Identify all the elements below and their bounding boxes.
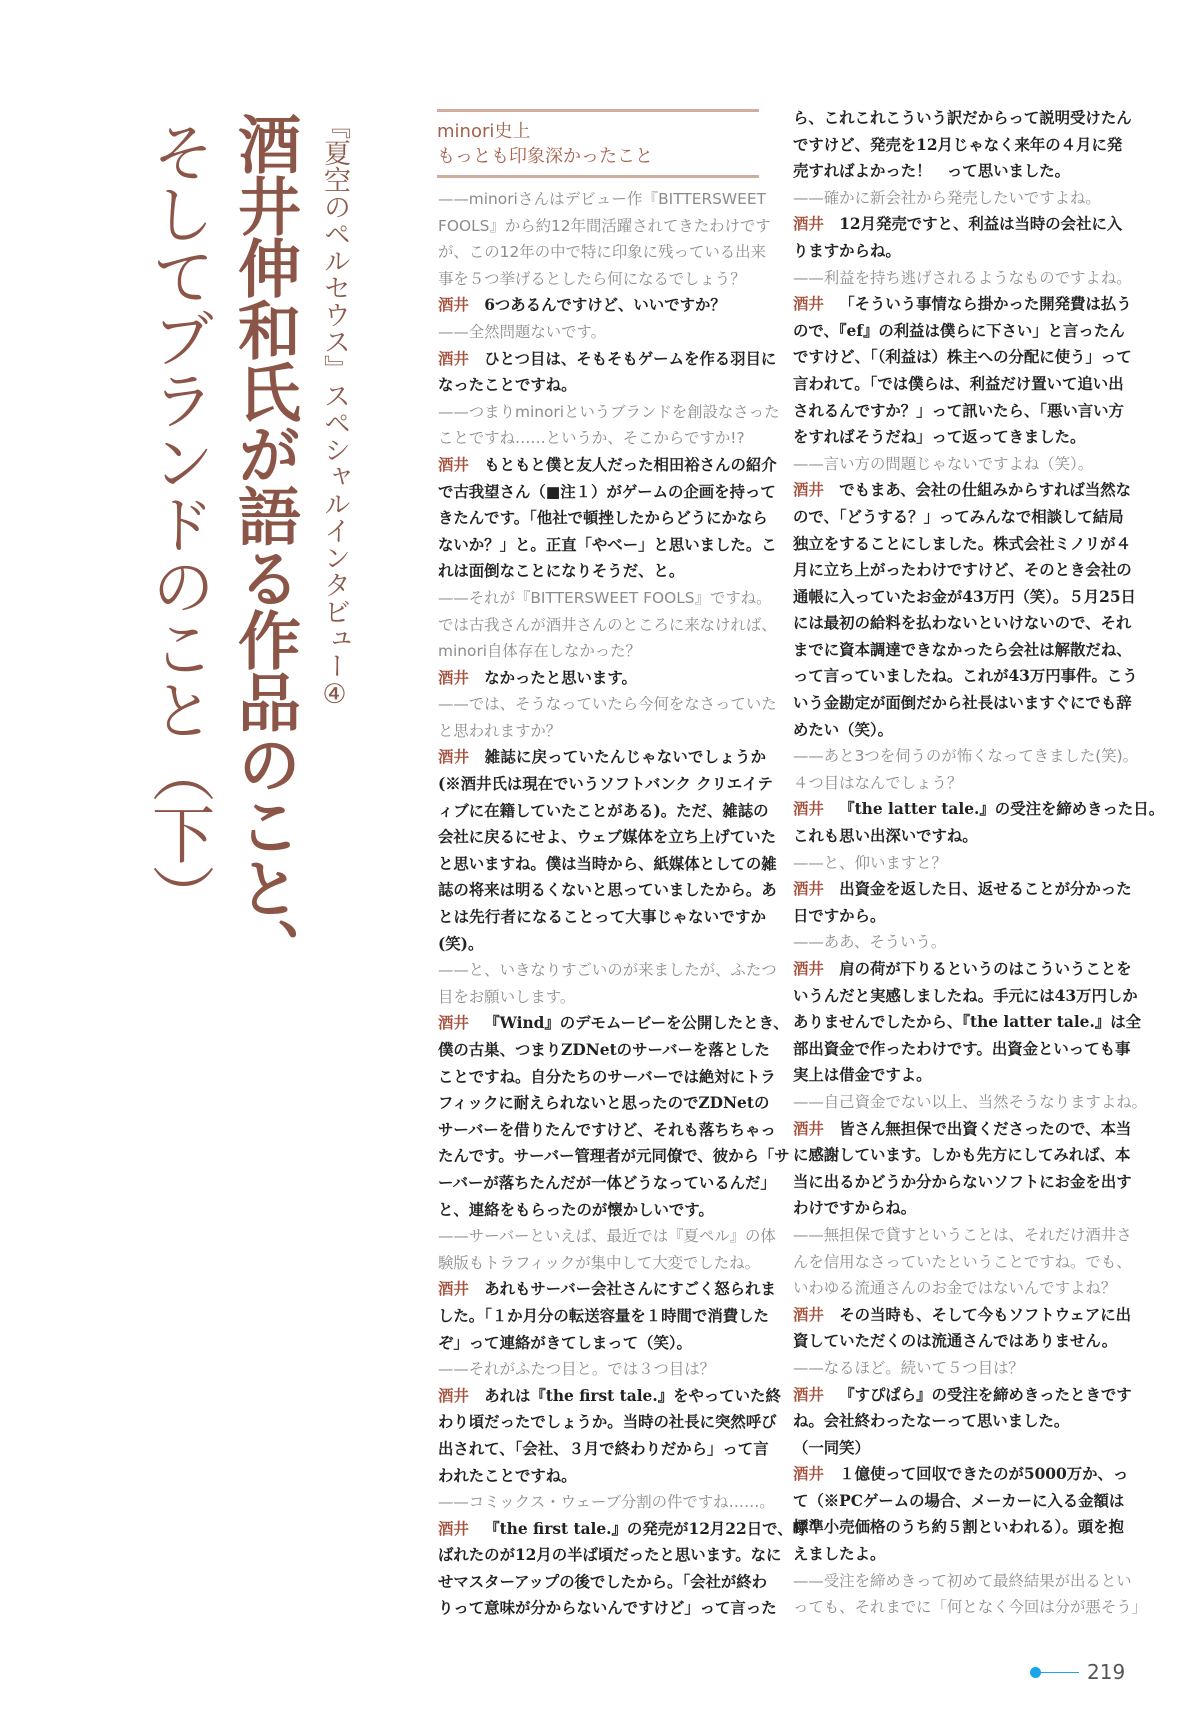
interview-subtitle: 『夏空のペルセウス』スペシャルインタビュー④ (319, 112, 350, 710)
answer-line (438, 824, 776, 851)
answer-line (438, 1383, 781, 1410)
answer-line (793, 956, 1132, 983)
interviewer-line (793, 1222, 1132, 1249)
line-text: をすればそうだね」って返ってきました。 (793, 428, 1086, 447)
speaker-label: 酒井 (793, 1385, 824, 1404)
interviewer-line (793, 1355, 1121, 1382)
line-text: 『Wind』のデモムービーを公開したとき、 (484, 1014, 789, 1033)
answer-line (793, 637, 1132, 664)
answer-line (438, 1330, 766, 1357)
line-text: 『すぴぱら』の受注を締めきったときです (839, 1385, 1132, 1404)
speaker-label: 酒井 (438, 748, 470, 767)
line-text: 出資金を返した日、返せることが分かった (839, 880, 1132, 899)
answer-line (793, 557, 1132, 584)
line-text: 『the latter tale.』の受注を締めきった日。 (839, 800, 1165, 819)
speaker-label: 酒井 (793, 295, 824, 314)
line-text: 事を５つ挙げるとしたら何になるでしょう？ (438, 269, 746, 288)
line-text: たんです。サーバー管理者が元同僚で、彼から「サ (438, 1147, 790, 1166)
interviewer-line (438, 399, 780, 426)
line-text: りますからね。 (793, 241, 901, 260)
answer-line (793, 1328, 1121, 1355)
line-text: ですけど、発売を12月じゃなく来年の４月に発 (793, 135, 1123, 154)
line-text: 標準小売価格のうち約５割といわれる）。頭を抱 (793, 1518, 1124, 1537)
line-text: 肩の荷が下りるというのはこういうことを (839, 960, 1132, 978)
line-text: めたい（笑）。 (793, 720, 894, 739)
answer-line (793, 1009, 1141, 1036)
answer-line (438, 1170, 776, 1197)
line-text: ——あと3つを伺うのが怖くなってきました(笑)。 (793, 747, 1139, 766)
line-text: 僕の古巣、つまりZDNetのサーバーを落とした (438, 1041, 770, 1059)
line-text: きたんです。「他社で頓挫したからどうにかなら (438, 509, 768, 528)
interviewer-line (793, 1249, 1132, 1276)
line-text: 12月発売ですと、利益は当時の会社に入 (839, 215, 1123, 234)
interviewer-line (793, 451, 1121, 478)
line-text: ら、これこれこういう訳だからって説明受けたん (793, 109, 1132, 127)
page-marker-dot-icon (1030, 1667, 1041, 1678)
line-text: ばれたのが12月の半ば頃だったと思います。なに (438, 1546, 782, 1565)
line-text: わり頃だったでしょうか。当時の社長に突然呼び (438, 1413, 777, 1432)
speaker-label: 酒井 (793, 880, 824, 899)
answer-line (793, 1541, 1121, 1568)
line-text: ——なるほど。続いて５つ目は？ (793, 1358, 1024, 1377)
line-text: でもまあ、会社の仕組みからすれば当然な (839, 481, 1131, 500)
answer-line (793, 823, 1121, 850)
line-text: ４つ目はなんでしょう？ (793, 773, 963, 792)
answer-line (438, 1463, 766, 1490)
answer-line (793, 504, 1124, 531)
line-text: 日ですから。 (793, 906, 886, 925)
answer-line (793, 1116, 1132, 1143)
body-column-1 (438, 186, 808, 1622)
line-text: ——コミックス・ウェーブ分割の件ですね……。 (438, 1493, 775, 1512)
interviewer-line (438, 1250, 766, 1277)
line-text: 実上は借金ですよ。 (793, 1066, 932, 1085)
line-text: もともと僕と友人だった相田裕さんの紹介 (484, 455, 777, 474)
line-text: ないか？」と。正直「やべー」と思いました。こ (438, 535, 777, 554)
answer-line (793, 238, 1121, 265)
answer-line (793, 158, 1121, 185)
answer-line (438, 1010, 789, 1037)
answer-line (438, 479, 776, 506)
line-text: 独立をすることにしました。株式会社ミノリが４ (793, 534, 1131, 553)
line-text: ーバーが落ちたんだが一体どうなっているんだ」 (438, 1173, 776, 1192)
section-heading-line-1: minori史上 (437, 121, 531, 142)
line-text: で古我望さん（■注１）がゲームの企画を持って (438, 482, 776, 501)
interviewer-line (793, 743, 1139, 770)
line-text: ので、「どうする？」ってみんなで相談して結局 (793, 507, 1124, 526)
speaker-label: 酒井 (438, 349, 469, 368)
answer-line (793, 1514, 1124, 1541)
line-text: 誌の将来は明るくないと思っていましたから。あ (438, 881, 777, 900)
answer-line (438, 1276, 776, 1303)
speaker-label: 酒井 (438, 1519, 469, 1538)
line-text: FOOLS』から約12年間活躍されてきたわけです (438, 216, 771, 235)
answer-line (793, 105, 1132, 132)
line-text: いう金勘定が面倒だから社長はいますぐにでも辞 (793, 694, 1132, 713)
line-text: までに資本調達できなかったら会社は解散だね、 (793, 640, 1132, 659)
line-text: に感謝しています。しかも先方にしてみれば、本 (793, 1146, 1131, 1165)
interviewer-line (793, 1089, 1147, 1116)
interviewer-line (438, 585, 772, 612)
line-text: ——サーバーといえば、最近では『夏ペル』の体 (438, 1227, 776, 1246)
line-text: と思いますね。僕は当時から、紙媒体としての雑 (438, 854, 777, 873)
line-text: ありませんでしたから、『the latter tale.』は全 (793, 1013, 1141, 1032)
line-text: ——つまりminoriというブランドを創設なさった (438, 402, 780, 421)
line-text: あれもサーバー会社さんにすごく怒られま (484, 1280, 776, 1299)
line-text: 出されて、「会社、３月で終わりだから」って言 (438, 1439, 769, 1458)
answer-line (438, 744, 766, 771)
line-text: (※酒井氏は現在でいうソフトバンク クリエイテ (438, 775, 773, 794)
line-text: されるんですか？」って訊いたら、「悪い言い方 (793, 401, 1124, 420)
line-text: 月に立ち上がったわけですけど、そのとき会社の (793, 561, 1132, 580)
answer-line (793, 796, 1165, 823)
line-text: せマスターアップの後でしたから。「会社が終わ (438, 1572, 768, 1591)
line-text: われたことですね。 (438, 1466, 577, 1485)
answer-line (793, 903, 1121, 930)
line-text: ——それがふたつ目と。では３つ目は？ (438, 1360, 716, 1379)
answer-line (793, 983, 1138, 1010)
answer-line (793, 876, 1132, 903)
speaker-label: 酒井 (438, 455, 469, 474)
answer-line (793, 344, 1132, 371)
interviewer-line (438, 319, 766, 346)
answer-line (793, 663, 1138, 690)
answer-line (438, 452, 777, 479)
answer-line (793, 690, 1132, 717)
line-text: 会社に戻るにせよ、ウェブ媒体を立ち上げていた (438, 828, 776, 847)
line-text: 通帳に入っていたお金が43万円（笑）。５月25日 (793, 587, 1136, 606)
interviewer-line (438, 718, 766, 745)
interviewer-line (793, 185, 1121, 212)
line-text: と思われますか？ (438, 721, 562, 740)
article-title-line-2: そしてブランドのこと（下） (142, 120, 215, 926)
speaker-label: 酒井 (438, 1386, 469, 1405)
answer-line (793, 610, 1132, 637)
interviewer-line (438, 186, 766, 213)
answer-line (438, 346, 777, 373)
interviewer-line (438, 638, 766, 665)
answer-line (793, 318, 1125, 345)
answer-line (793, 1435, 1121, 1462)
line-text: と、連絡をもらったのが懐かしいです。 (438, 1200, 714, 1219)
line-text: には最初の給料を払わないといけないので、それ (793, 614, 1132, 633)
line-text: ——全然問題ないです。 (438, 322, 607, 341)
line-text: 当に出るかどうか分からないソフトにお金を出す (793, 1172, 1132, 1191)
answer-line (438, 1409, 777, 1436)
interviewer-line (438, 984, 766, 1011)
line-text: その当時も、そして今もソフトウェアに出 (839, 1305, 1131, 1324)
answer-line (793, 1408, 1121, 1435)
speaker-label: 酒井 (438, 296, 469, 315)
line-text: なったことですね。 (438, 376, 577, 395)
answer-line (438, 372, 766, 399)
answer-line (438, 1117, 776, 1144)
line-text: が、この12年の中で特に印象に残っている出来 (438, 243, 766, 262)
line-text: ——minoriさんはデビュー作『BITTERSWEET (438, 190, 766, 208)
answer-line (793, 132, 1121, 159)
line-text: て（※PCゲームの場合、メーカーに入る金額は (793, 1491, 1125, 1510)
line-text: 部出資金で作ったわけです。出資金といっても事 (793, 1039, 1131, 1058)
interviewer-line (793, 1275, 1121, 1302)
answer-line (438, 1090, 770, 1117)
line-text: ——受注を締めきって初めて最終結果が出るとい (793, 1571, 1132, 1590)
article-title-line-1: 酒井伸和氏が語る作品のこと、 (228, 112, 302, 980)
answer-line (793, 398, 1124, 425)
interviewer-line (793, 265, 1132, 292)
page-marker-line (1041, 1672, 1079, 1673)
answer-line (793, 1169, 1132, 1196)
line-text: っても、それまでに「何となく今回は分が悪そう」 (793, 1598, 1147, 1617)
answer-line (438, 1303, 769, 1330)
interviewer-line (438, 612, 777, 639)
answer-line (793, 1461, 1129, 1488)
speaker-label: 酒井 (793, 960, 824, 978)
answer-line (438, 1143, 790, 1170)
line-text: んを信用なさっていたということですね。でも、 (793, 1252, 1132, 1271)
answer-line (438, 877, 777, 904)
interviewer-line (438, 957, 777, 984)
answer-line (793, 584, 1136, 611)
line-text: わけですからね。 (793, 1199, 917, 1218)
line-text: りって意味が分からないんですけど」って言った (438, 1599, 777, 1618)
answer-line (438, 665, 766, 692)
line-text: 「そういう事情なら掛かった開発費は払う (839, 295, 1132, 314)
answer-line (793, 1195, 1121, 1222)
interviewer-line (438, 239, 766, 266)
answer-line (438, 1037, 770, 1064)
answer-line (438, 1595, 777, 1622)
interviewer-line (793, 770, 1121, 797)
line-text: ——自己資金でない以上、当然そうなりますよね。 (793, 1092, 1147, 1111)
interviewer-line (438, 1223, 776, 1250)
answer-line (793, 424, 1121, 451)
answer-line (438, 771, 773, 798)
answer-line (438, 931, 766, 958)
line-text: ——と、仰いますと？ (793, 853, 947, 872)
speaker-label: 酒井 (793, 481, 824, 500)
answer-line (438, 1436, 769, 1463)
line-text: 皆さん無担保で出資くださったので、本当 (839, 1119, 1132, 1138)
line-text: ことですね……というか、そこからですか!? (438, 429, 745, 448)
line-text: では古我さんが酒井さんのところに来なければ、 (438, 615, 777, 634)
line-text: ひとつ目は、そもそもゲームを作る羽目に (484, 349, 777, 368)
interviewer-line (438, 1356, 766, 1383)
answer-line (793, 477, 1131, 504)
answer-line (793, 1302, 1131, 1329)
line-text: ぞ」って連絡がきてしまって（笑）。 (438, 1333, 692, 1352)
interviewer-line (793, 850, 1121, 877)
answer-line (438, 904, 766, 931)
answer-line (793, 1142, 1131, 1169)
page-number-footer (1030, 1660, 1125, 1684)
line-text: １億使って回収できたのが5000万か、っ (839, 1465, 1129, 1484)
line-text: いわゆる流通さんのお金ではないんですよね？ (793, 1279, 1117, 1298)
speaker-label: 酒井 (438, 668, 469, 687)
line-text: えましたよ。 (793, 1545, 886, 1564)
line-text: あれは『the first tale.』をやっていた終 (484, 1386, 781, 1405)
interviewer-line (793, 929, 1121, 956)
line-text: ——利益を持ち逃げされるようなものですよね。 (793, 268, 1132, 287)
line-text: ——確かに新会社から発売したいですよね。 (793, 188, 1101, 207)
answer-line (793, 1382, 1132, 1409)
speaker-label: 酒井 (793, 800, 824, 819)
speaker-label: 酒井 (438, 1280, 469, 1299)
body-column-2 (793, 105, 1165, 1621)
line-text: ——無担保で貸すということは、それだけ酒井さ (793, 1225, 1132, 1244)
speaker-label: 酒井 (793, 1465, 824, 1484)
interviewer-line (793, 1568, 1132, 1595)
line-text: ね。会社終わったなーって思いました。 (793, 1412, 1070, 1431)
answer-line (438, 558, 766, 585)
line-text: 売すればよかった！ って思いました。 (793, 162, 1071, 181)
speaker-label: 酒井 (793, 1305, 824, 1324)
line-text: いうんだと実感しましたね。手元には43万円しか (793, 986, 1138, 1005)
line-text: ——では、そうなっていたら今何をなさっていた (438, 695, 777, 714)
interviewer-line (438, 691, 777, 718)
answer-line (438, 292, 766, 319)
answer-line (438, 1542, 782, 1569)
section-heading-line-2: もっとも印象深かったこと (437, 146, 653, 167)
line-text: ですけど、「（利益は）株主への分配に使う」って (793, 348, 1132, 367)
answer-line (438, 1197, 766, 1224)
line-text: 目をお願いします。 (438, 987, 576, 1006)
answer-line (793, 717, 1121, 744)
speaker-label: 酒井 (793, 1119, 824, 1138)
page-number: 219 (1087, 1660, 1126, 1684)
answer-line (438, 1064, 776, 1091)
answer-line (438, 1516, 808, 1543)
line-text: これも思い出深いですね。 (793, 827, 978, 846)
line-text: ィブに在籍していたことがある)。ただ、雑誌の (438, 801, 769, 820)
answer-line (793, 211, 1121, 238)
line-text: 『the first tale.』の発売が12月22日で、呼 (484, 1519, 808, 1538)
answer-line (793, 1062, 1121, 1089)
speaker-label: 酒井 (438, 1014, 469, 1033)
answer-line (438, 1569, 766, 1596)
line-text: 験版もトラフィックが集中して大変でしたね。 (438, 1253, 760, 1272)
line-text: minori自体存在しなかった？ (438, 642, 641, 661)
speaker-label: 酒井 (793, 215, 824, 234)
answer-line (793, 1488, 1125, 1515)
line-text: ことですね。自分たちのサーバーでは絶対にトラ (438, 1067, 776, 1086)
line-text: 雑誌に戻っていたんじゃないでしょうか (484, 748, 766, 767)
interviewer-line (438, 425, 766, 452)
answer-line (438, 851, 777, 878)
interviewer-line (438, 1489, 775, 1516)
line-text: れは面倒なことになりそうだ、と。 (438, 562, 685, 581)
line-text: 資していただくのは流通さんではありません。 (793, 1332, 1118, 1351)
line-text: ——ああ、そういう。 (793, 933, 947, 952)
line-text: 6つあるんですけど、いいですか？ (484, 296, 726, 315)
interviewer-line (438, 213, 771, 240)
line-text: なかったと思います。 (484, 668, 637, 687)
line-text: （一同笑） (793, 1438, 870, 1457)
answer-line (793, 371, 1124, 398)
line-text: ——と、いきなりすごいのが来ましたが、ふたつ (438, 961, 777, 980)
line-text: 言われて。「では僕らは、利益だけ置いて追い出 (793, 374, 1124, 393)
interviewer-line (793, 1594, 1147, 1621)
line-text: サーバーを借りたんですけど、それも落ちちゃっ (438, 1120, 776, 1139)
line-text: した。「１か月分の転送容量を１時間で消費した (438, 1306, 769, 1325)
line-text: (笑)。 (438, 934, 484, 953)
line-text: ——言い方の問題じゃないですよね（笑）。 (793, 454, 1094, 473)
answer-line (438, 798, 769, 825)
answer-line (793, 1036, 1131, 1063)
line-text: ——それが『BITTERSWEET FOOLS』ですね。 (438, 588, 772, 607)
answer-line (793, 531, 1131, 558)
line-text: とは先行者になることって大事じゃないですか (438, 908, 766, 927)
answer-line (793, 291, 1132, 318)
answer-line (438, 505, 766, 532)
line-text: ので、『ef』の利益は僕らに下さい」と言ったん (793, 321, 1125, 340)
answer-line (438, 532, 777, 559)
line-text: フィックに耐えられないと思ったのでZDNetの (438, 1094, 770, 1113)
section-heading (437, 109, 759, 178)
line-text: って言っていましたね。これが43万円事件。こう (793, 667, 1138, 686)
interviewer-line (438, 266, 766, 293)
